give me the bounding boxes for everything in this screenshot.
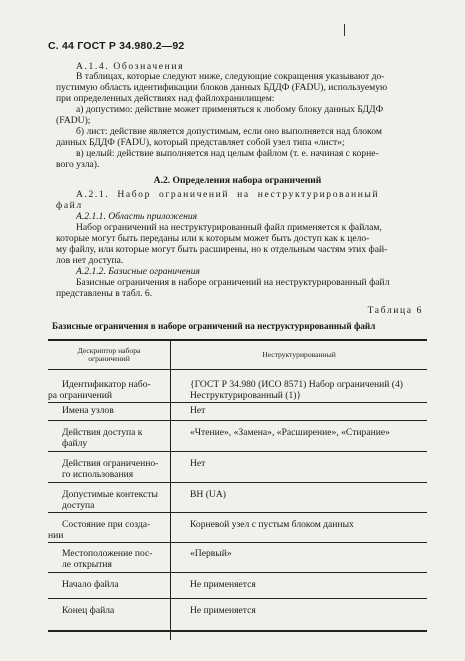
list-item-b-cont: данных БДДФ (FADU), который представляет собой узел типа «лист»;: [56, 137, 345, 148]
row-value: Нет: [190, 458, 206, 469]
row-divider: [48, 572, 427, 573]
row-value: «Первый»: [190, 548, 232, 559]
row-divider: [48, 542, 427, 543]
header-right: Неструктурированный: [262, 350, 336, 359]
row-label: Местоположение пос-: [62, 548, 153, 559]
row-value: Корневой узел с пустым блоком данных: [190, 519, 354, 530]
subsection-heading: А.2.1.2. Базисные ограничения: [76, 266, 200, 277]
row-label-cont: нии: [48, 530, 64, 541]
table-top-border: [48, 339, 427, 341]
row-divider: [48, 451, 427, 452]
header-left-line-2: ограничений: [88, 354, 130, 363]
row-value: {ГОСТ Р 34.980 (ИСО 8571) Набор ограничений (4): [190, 379, 403, 390]
row-divider: [48, 482, 427, 483]
margin-mark: [344, 24, 345, 36]
list-item-a: а) допустимо: действие может применяться к любому блоку данных БДДФ: [76, 104, 384, 115]
row-value: Не применяется: [190, 579, 256, 590]
paragraph-line: лов нет доступа.: [56, 255, 124, 266]
table-bottom-border: [48, 630, 427, 632]
row-divider: [48, 598, 427, 599]
row-label-cont: файлу: [62, 438, 88, 449]
row-label-cont: ле открытия: [62, 559, 112, 570]
row-label-cont: доступа: [62, 500, 95, 511]
row-label: Действия доступа к: [62, 427, 143, 438]
table-column-divider: [170, 339, 171, 640]
table-header-border: [48, 369, 427, 370]
subsection-heading: А.2.1.1. Область приложения: [76, 211, 198, 222]
table-caption: Базисные ограничения в наборе ограничений на неструктурированный файл: [52, 321, 376, 331]
paragraph-line: В таблицах, которые следуют ниже, следующие сокращения указывают до-: [76, 71, 385, 82]
row-label: Начало файла: [62, 579, 119, 590]
row-label: Конец файла: [62, 605, 115, 616]
row-label: Действия ограниченно-: [62, 458, 159, 469]
row-label-cont: ра ограничений: [48, 390, 112, 401]
table-6: [48, 339, 427, 640]
row-value: Нет: [190, 405, 206, 416]
list-item-c-cont: вого узла).: [56, 159, 100, 170]
definition-heading-cont: файл: [56, 200, 83, 211]
row-value: ВН (UA): [190, 489, 226, 500]
section-heading: А.1.4. Обозначения: [76, 61, 185, 72]
paragraph-line: му файлу, или которые могут быть расширены, но к отдельным частям этих фай-: [56, 244, 388, 255]
paragraph-line: представлены в табл. 6.: [56, 288, 153, 299]
row-value-cont: Неструктурированный (1)}: [190, 390, 302, 401]
row-divider: [48, 512, 427, 513]
list-item-c: в) целый: действие выполняется над целым файлом (т. е. начиная с корне-: [76, 148, 379, 159]
page-header: С. 44 ГОСТ Р 34.980.2—92: [48, 40, 185, 52]
row-label: Имена узлов: [62, 405, 114, 416]
row-label: Допустимые контексты: [62, 489, 158, 500]
section-title: А.2. Определения набора ограничений: [153, 175, 322, 186]
row-label-cont: го использования: [62, 469, 134, 480]
row-value: «Чтение», «Замена», «Расширение», «Стирание»: [190, 427, 390, 438]
row-divider: [48, 420, 427, 421]
row-label: Состояние при созда-: [62, 519, 151, 530]
paragraph-line: Набор ограничений на неструктурированный файл применяется к файлам,: [76, 222, 382, 233]
table-label: Таблица 6: [367, 305, 423, 316]
header-left-line-1: Дескриптор набора: [77, 346, 141, 355]
row-label: Идентификатор набо-: [62, 379, 151, 390]
paragraph-line: Базисные ограничения в наборе ограничений на неструктурированный файл: [76, 277, 390, 288]
list-item-b: б) лист: действие является допустимым, если оно выполняется над блоком: [76, 126, 382, 137]
definition-heading: А.2.1. Набор ограничений на неструктурированный: [76, 189, 380, 200]
row-value: Не применяется: [190, 605, 256, 616]
row-divider: [48, 402, 427, 403]
list-item-a-cont: (FADU);: [56, 115, 91, 126]
paragraph-line: которые могут быть переданы или к которым может быть доступ как к цело-: [56, 233, 370, 244]
paragraph-line: пустимую область идентификации блоков данных БДДФ (FADU), используемую: [56, 82, 388, 93]
paragraph-line: при определенных действиях над файлохранилищем:: [56, 93, 275, 104]
